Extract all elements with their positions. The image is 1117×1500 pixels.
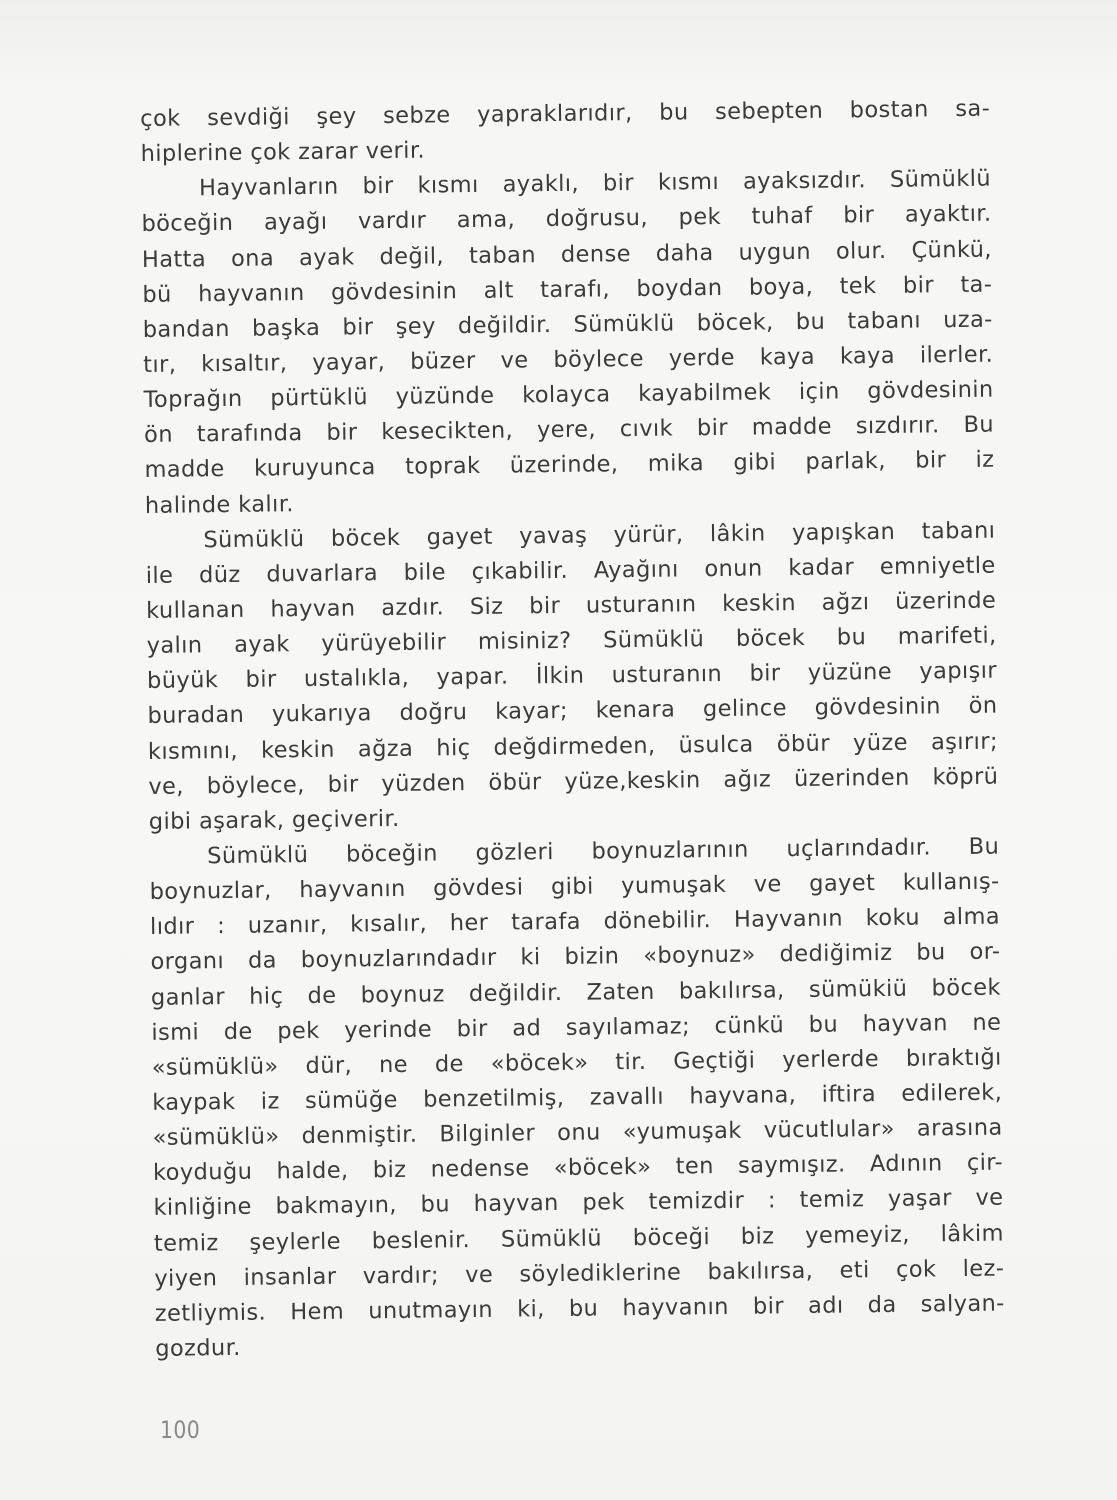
text-line: boynuzlar, hayvanın gövdesi gibi yumuşak ve gayet kullanış- <box>149 868 1000 906</box>
text-line: çok sevdiği şey sebze yapraklarıdır, bu sebepten bostan sa- <box>140 95 991 132</box>
text-line: ile düz duvarlara bile çıkabilir. Ayağını onun kadar emniyetle <box>145 552 996 589</box>
text-line: «sümüklü» dür, ne de «böcek» tir. Geçtiği yerlerde bıraktığı <box>151 1044 1002 1081</box>
text-line: organı da boynuzlarındadır ki bizin «boynuz» dediğimiz bu or- <box>150 938 1001 976</box>
text-line: yalın ayak yürüyebilir misiniz? Sümüklü böcek bu marifeti, <box>146 622 997 660</box>
text-line: yiyen insanlar vardır; ve söylediklerine bakılırsa, eti çok lez- <box>154 1255 1005 1292</box>
text-line: temiz şeylerle beslenir. Sümüklü böceği biz yemeyiz, lâkim <box>153 1220 1005 1257</box>
text-line: gozdur. <box>155 1334 241 1362</box>
text-line: zetliymis. Hem unutmayın ki, bu hayvanın bir adı da salyan- <box>154 1290 1005 1327</box>
text-line: lıdır : uzanır, kısalır, her tarafa dönebilir. Hayvanın koku alma <box>149 903 1001 941</box>
text-line: ve, böylece, bir yüzden öbür yüze,keskin ağız üzerinden köprü <box>148 763 999 800</box>
text-line: bü hayvanın gövdesinin alt tarafı, boydan boya, tek bir ta- <box>142 271 993 308</box>
text-line: böceğin ayağı vardır ama, doğrusu, pek tuhaf bir ayaktır. <box>141 201 992 238</box>
text-line: Sümüklü böcek gayet yavaş yürür, lâkin yapışkan tabanı <box>203 517 996 553</box>
text-line: Hatta ona ayak değil, taban dense daha uygun olur. Çünkü, <box>141 236 993 273</box>
text-line: kinliğine bakmayın, bu hayvan pek temizdir : temiz yaşar ve <box>153 1184 1004 1222</box>
text-line: gibi aşarak, geçiverir. <box>148 805 400 835</box>
body-text <box>140 92 1005 1367</box>
text-line: bandan başka bir şey değildir. Sümüklü böcek, bu tabanı uza- <box>142 306 993 343</box>
page-number: 100 <box>160 1416 201 1444</box>
text-line: ganlar hiç de boynuz değildir. Zaten bakılırsa, sümükiü böcek <box>150 974 1002 1011</box>
text-line: koyduğu halde, biz nedense «böcek» ten saymışız. Adının çir- <box>152 1149 1004 1187</box>
text-line: tır, kısaltır, yayar, büzer ve böylece yerde kaya kaya ilerler. <box>143 341 994 378</box>
text-line: hiplerine çok zarar verir. <box>140 137 426 168</box>
text-line: madde kuruyunca toprak üzerinde, mika gibi parlak, bir iz <box>144 446 995 484</box>
text-line: kaypak iz sümüğe benzetilmiş, zavallı hayvana, iftira edilerek, <box>152 1079 1003 1116</box>
text-line: kullanan hayvan azdır. Siz bir usturanın keskin ağzı üzerinde <box>146 587 997 624</box>
text-line: ismi de pek yerinde bir ad sayılamaz; cünkü bu hayvan ne <box>151 1009 1002 1046</box>
text-line: buradan yukarıya doğru kayar; kenara gelince gövdesinin ön <box>147 692 998 730</box>
text-line: halinde kalır. <box>144 490 295 519</box>
text-line: kısmını, keskin ağza hiç değdirmeden, üsulca öbür yüze aşırır; <box>147 728 999 765</box>
text-line: «sümüklü» denmiştir. Bilginler onu «yumuşak vücutlular» arasına <box>152 1114 1003 1151</box>
text-line: Hayvanların bir kısmı ayaklı, bir kısmı ayaksızdır. Sümüklü <box>198 165 992 202</box>
text-line: Sümüklü böceğin gözleri boynuzlarının uçlarındadır. Bu <box>207 833 1000 870</box>
text-line: ön tarafında bir kesecikten, yere, cıvık bir madde sızdırır. Bu <box>143 411 995 449</box>
text-line: Toprağın pürtüklü yüzünde kolayca kayabilmek için gövdesinin <box>143 376 994 414</box>
text-line: büyük bir ustalıkla, yapar. İlkin usturanın bir yüzüne yapışır <box>146 657 998 695</box>
